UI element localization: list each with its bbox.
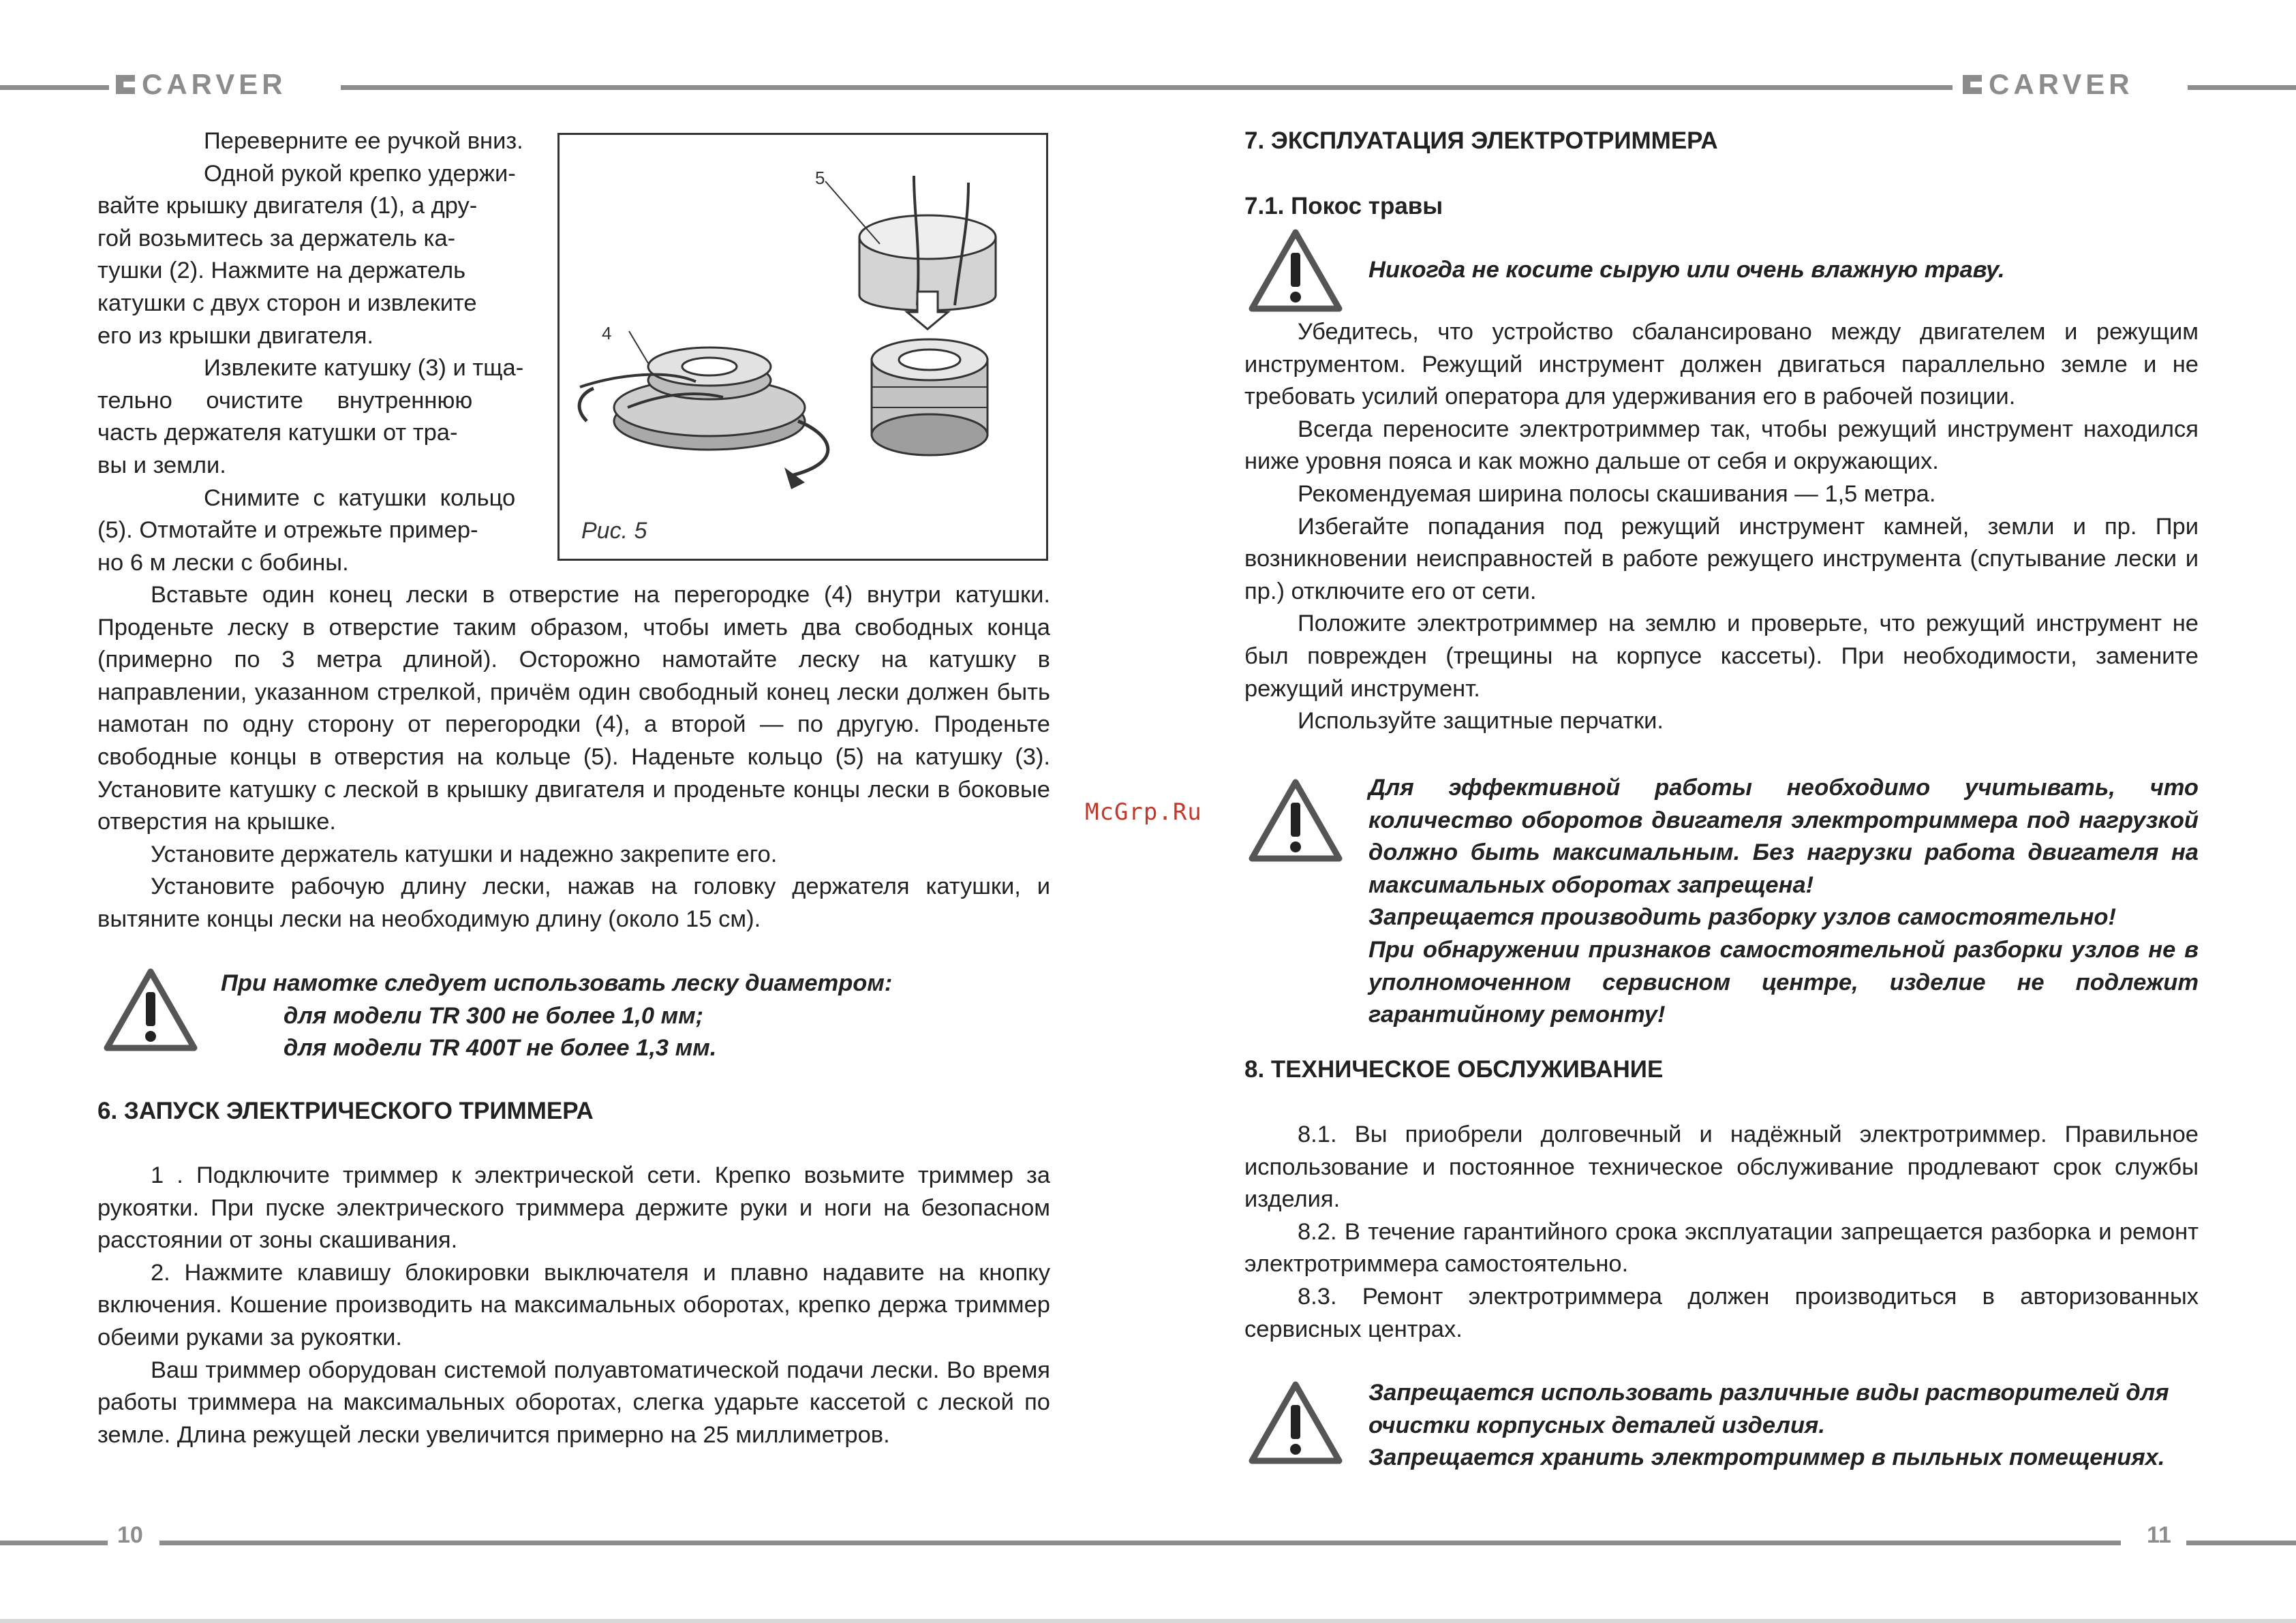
paragraph: Всегда переносите электротриммер так, чтобы режущий инструмент находился ниже уровня пояса и как можно дальше от себя и окружающих. — [1244, 416, 2199, 475]
warning-paragraph: Запрещается производить разборку узлов самостоятельно! — [1368, 904, 2116, 931]
paragraph: Убедитесь, что устройство сбалансировано между двигателем и режущим инструментом. Режущий инструмент должен двигаться параллельно земле и не требовать усилий оператора для удерживания его в рабочей позиции. — [1244, 319, 2199, 410]
warning-icon — [1247, 227, 1344, 314]
page-number-left: 10 — [117, 1522, 143, 1548]
section-8-text — [1244, 1119, 2199, 1346]
text-line: гой возьмитесь за держатель ка- — [97, 225, 456, 251]
figure-label-4: 4 — [602, 323, 612, 343]
spool-illustration — [560, 135, 1046, 503]
warning-icon — [1247, 777, 1344, 864]
footer-rule-right — [2186, 1541, 2296, 1545]
header-rule-left — [0, 85, 109, 90]
watermark: McGrp.Ru — [1085, 799, 1202, 826]
paragraph: 2. Нажмите клавишу блокировки выключателя и плавно надавите на кнопку включения. Кошение производить на максимальных оборотах, крепко держа триммер обеими руками за рукоятки. — [97, 1259, 1050, 1350]
paragraph: Вставьте один конец лески в отверстие на перегородке (4) внутри катушки. Проденьте леску в отверстие таким образом, чтобы иметь два свободных конца (примерно по 3 метра длиной). Осторожно намотайте леску на катушку в направлении, указанном стрелкой, причём один свободный конец лески должен быть намотан по одну сторону от перегородки (4), а второй — по другую. Проденьте свободные концы в отверстия на кольце (5). Наденьте кольцо (5) на катушку (3). Установите катушку с леской в крышку двигателя и проденьте концы лески в боковые отверстия на крышке. — [97, 582, 1050, 835]
wet-grass-warning — [1368, 254, 2200, 287]
line-diameter-warning — [221, 968, 1005, 1065]
paragraph: Установите рабочую длину лески, нажав на головку держателя катушки, и вытяните концы лески на необходимую длину (около 15 см). — [97, 874, 1050, 932]
header-rule-middle — [341, 85, 1953, 90]
warning-paragraph: Запрещается использовать различные виды растворителей для очистки корпусных деталей изделия. — [1368, 1380, 2169, 1438]
brand-mark-icon — [1963, 75, 1982, 94]
section-7-1-subtitle: 7.1. Покос травы — [1244, 193, 1443, 219]
text-line: катушки с двух сторон и извлеките — [97, 290, 477, 316]
text-line: (5). Отмотайте и отрежьте пример- — [97, 517, 478, 544]
warning-icon — [102, 966, 199, 1053]
text-line: вы и земли. — [97, 452, 226, 478]
paragraph: Используйте защитные перчатки. — [1298, 708, 1664, 735]
warning-line: для модели TR 300 не более 1,0 мм; — [284, 1002, 704, 1029]
paragraph: 8.1. Вы приобрели долговечный и надёжный электротриммер. Правильное использование и постоянное техническое обслуживание продлевают срок службы изделия. — [1244, 1122, 2199, 1213]
text-line: Снимите с катушки кольцо — [204, 484, 516, 511]
paragraph: Положите электротриммер на землю и проверьте, что режущий инструмент не был поврежден (трещины на корпусе кассеты). При необходимости, замените режущий инструмент. — [1244, 610, 2199, 702]
text-line: тельно очистите внутреннюю — [97, 387, 473, 414]
warning-line: Никогда не косите сырую или очень влажную траву. — [1368, 257, 2005, 283]
text-line: но 6 м лески с бобины. — [97, 549, 349, 576]
warning-line: При намотке следует использовать леску диаметром: — [221, 970, 893, 996]
section-6-title: 6. ЗАПУСК ЭЛЕКТРИЧЕСКОГО ТРИММЕРА — [97, 1098, 594, 1124]
paragraph: Избегайте попадания под режущий инструмент камней, земли и пр. При возникновении неисправностей в работе режущего инструмента (спутывание лески и пр.) отключите его от сети. — [1244, 513, 2199, 604]
brand-wordmark: CARVER — [1989, 68, 2134, 100]
solvent-warning — [1368, 1377, 2207, 1474]
paragraph: 8.2. В течение гарантийного срока эксплуатации запрещается разборка и ремонт электротриммера самостоятельно. — [1244, 1218, 2199, 1278]
figure-caption: Рис. 5 — [581, 518, 647, 544]
bottom-edge — [0, 1619, 2296, 1623]
paragraph: Установите держатель катушки и надежно закрепите его. — [151, 841, 778, 867]
header-rule-right — [2188, 85, 2296, 90]
warning-paragraph: Запрещается хранить электротриммер в пыльных помещениях. — [1368, 1444, 2165, 1471]
load-warning — [1368, 772, 2199, 1032]
text-line: Переверните ее ручкой вниз. — [204, 128, 523, 154]
left-body-text — [97, 579, 1050, 936]
brand-wordmark: CARVER — [142, 68, 287, 100]
page-number-right: 11 — [2147, 1522, 2171, 1548]
paragraph: 1 . Подключите триммер к электрической сети. Крепко возьмите триммер за рукоятки. При пуске электрического триммера держите руки и ноги на безопасном расстоянии от зоны скашивания. — [97, 1162, 1050, 1254]
text-line: Извлеките катушку (3) и тща- — [204, 355, 524, 382]
paragraph: Рекомендуемая ширина полосы скашивания — 1,5 метра. — [1298, 480, 1936, 507]
text-line: Одной рукой крепко удержи- — [204, 160, 516, 187]
text-line: вайте крышку двигателя (1), а дру- — [97, 193, 478, 219]
section-8-title: 8. ТЕХНИЧЕСКОЕ ОБСЛУЖИВАНИЕ — [1244, 1056, 1664, 1083]
warning-icon — [1247, 1379, 1344, 1466]
brand-mark-icon — [116, 75, 135, 94]
text-line: его из крышки двигателя. — [97, 322, 374, 349]
figure-label-5: 5 — [815, 168, 825, 188]
left-top-text — [97, 125, 524, 579]
footer-rule-middle — [159, 1541, 2121, 1545]
text-line: часть держателя катушки от тра- — [97, 420, 458, 446]
brand-logo-left — [116, 68, 287, 100]
text-line: тушки (2). Нажмите на держатель — [97, 258, 466, 284]
warning-paragraph: При обнаружении признаков самостоятельной разборки узлов не в уполномоченном сервисном центре, изделие не подлежит гарантийному ремонту! — [1368, 936, 2199, 1028]
paragraph: Ваш триммер оборудован системой полуавтоматической подачи лески. Во время работы триммера на максимальных оборотах, слегка ударьте кассетой с леской по земле. Длина режущей лески увеличится примерно на 25 миллиметров. — [97, 1357, 1050, 1448]
section-7-text — [1244, 316, 2199, 738]
section-6-text — [97, 1160, 1050, 1451]
paragraph: 8.3. Ремонт электротриммера должен производиться в авторизованных сервисных центрах. — [1244, 1283, 2199, 1342]
section-7-title: 7. ЭКСПЛУАТАЦИЯ ЭЛЕКТРОТРИММЕРА — [1244, 127, 1718, 154]
footer-rule-left — [0, 1541, 108, 1545]
warning-line: для модели TR 400T не более 1,3 мм. — [284, 1035, 717, 1062]
warning-paragraph: Для эффективной работы необходимо учитывать, что количество оборотов двигателя электротриммера под нагрузкой должно быть максимальным. Без нагрузки работа двигателя на максимальных оборотах запрещена! — [1368, 775, 2199, 898]
brand-logo-right — [1963, 68, 2134, 100]
figure-spool — [557, 133, 1048, 561]
